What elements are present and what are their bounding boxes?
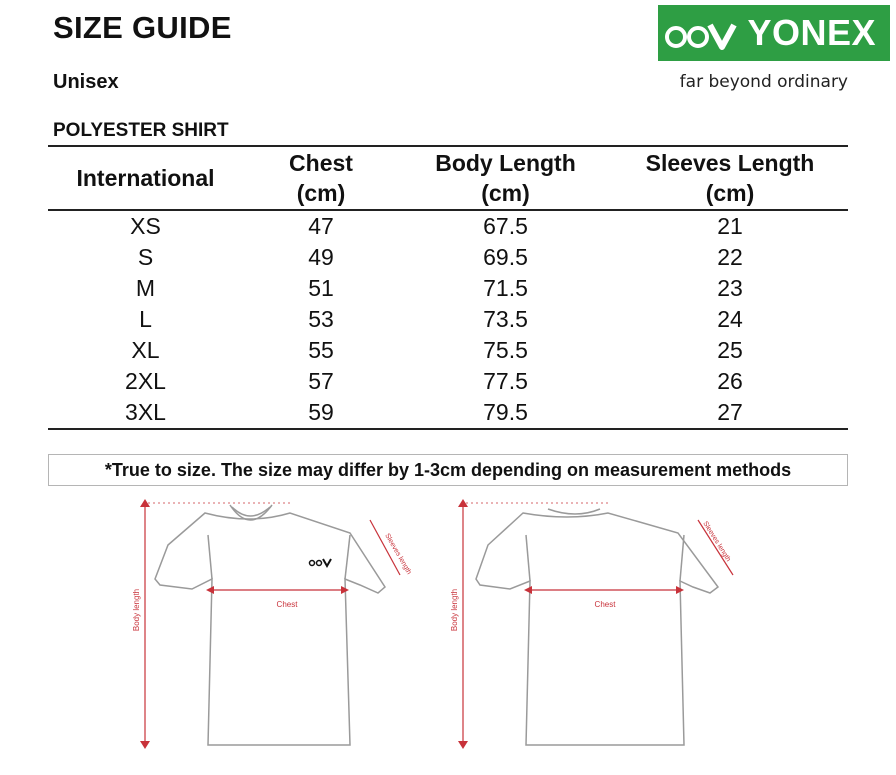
- sleeves-length-cell: 25: [717, 337, 743, 363]
- chest-cell: 57: [308, 368, 334, 394]
- shirt-outline-icon: [476, 509, 718, 745]
- sleeves-length-cell: 24: [717, 306, 743, 332]
- table-header-row: [48, 146, 848, 210]
- sizing-note: *True to size. The size may differ by 1-3cm depending on measurement methods: [48, 454, 848, 486]
- brand-mark-icon: [664, 17, 744, 51]
- table-row: [48, 397, 848, 429]
- page-title: SIZE GUIDE: [53, 10, 232, 45]
- body-length-label: Body length: [450, 588, 459, 632]
- table-row: [48, 210, 848, 242]
- chest-label: Chest: [594, 600, 616, 609]
- product-title: POLYESTER SHIRT: [53, 120, 229, 141]
- chest-label: Chest: [276, 600, 298, 609]
- brand-tagline: far beyond ordinary: [679, 72, 848, 92]
- size-cell: S: [137, 244, 154, 270]
- size-cell: M: [135, 275, 156, 301]
- size-cell: XL: [131, 337, 160, 363]
- shirt-back-diagram: [448, 495, 748, 755]
- body-length-cell: 73.5: [483, 306, 528, 332]
- yonex-chest-logo-icon: [310, 559, 332, 566]
- brand-logo: [658, 5, 890, 61]
- sleeve-length-label: Sleeves length: [701, 520, 732, 564]
- size-cell: L: [139, 306, 152, 332]
- shirt-front-diagram: [130, 495, 420, 755]
- sleeves-length-cell: 22: [717, 244, 743, 270]
- body-length-cell: 69.5: [483, 244, 528, 270]
- size-cell: XS: [130, 213, 161, 239]
- chest-cell: 55: [308, 337, 334, 363]
- column-header-sleeves-length: Sleeves Length (cm): [645, 150, 815, 206]
- brand-name: YONEX: [747, 12, 876, 53]
- table-row: [48, 366, 848, 397]
- column-header-international: International: [76, 165, 215, 191]
- sleeves-length-cell: 26: [717, 368, 743, 394]
- body-length-cell: 77.5: [483, 368, 528, 394]
- sleeves-length-cell: 27: [717, 399, 743, 425]
- sleeve-length-label: Sleeves length: [383, 532, 413, 576]
- column-header-chest: Chest (cm): [289, 150, 353, 206]
- gender-label: Unisex: [53, 71, 119, 93]
- sleeves-length-cell: 21: [717, 213, 743, 239]
- size-table: [48, 145, 848, 430]
- column-header-body-length: Body Length (cm): [435, 150, 576, 206]
- arrow-down-icon: [458, 741, 468, 749]
- table-row: [48, 304, 848, 335]
- body-length-cell: 75.5: [483, 337, 528, 363]
- body-length-cell: 67.5: [483, 213, 528, 239]
- chest-cell: 59: [308, 399, 334, 425]
- chest-cell: 49: [308, 244, 334, 270]
- table-row: [48, 273, 848, 304]
- table-row: [48, 335, 848, 366]
- sleeves-length-cell: 23: [717, 275, 743, 301]
- shirt-outline-icon: [155, 505, 385, 745]
- chest-cell: 51: [308, 275, 334, 301]
- chest-cell: 53: [308, 306, 334, 332]
- arrow-left-icon: [206, 586, 214, 594]
- size-cell: 3XL: [125, 399, 166, 425]
- body-length-cell: 79.5: [483, 399, 528, 425]
- chest-cell: 47: [308, 213, 334, 239]
- arrow-left-icon: [524, 586, 532, 594]
- body-length-cell: 71.5: [483, 275, 528, 301]
- table-row: [48, 242, 848, 273]
- size-cell: 2XL: [125, 368, 166, 394]
- arrow-down-icon: [140, 741, 150, 749]
- body-length-label: Body length: [132, 588, 141, 632]
